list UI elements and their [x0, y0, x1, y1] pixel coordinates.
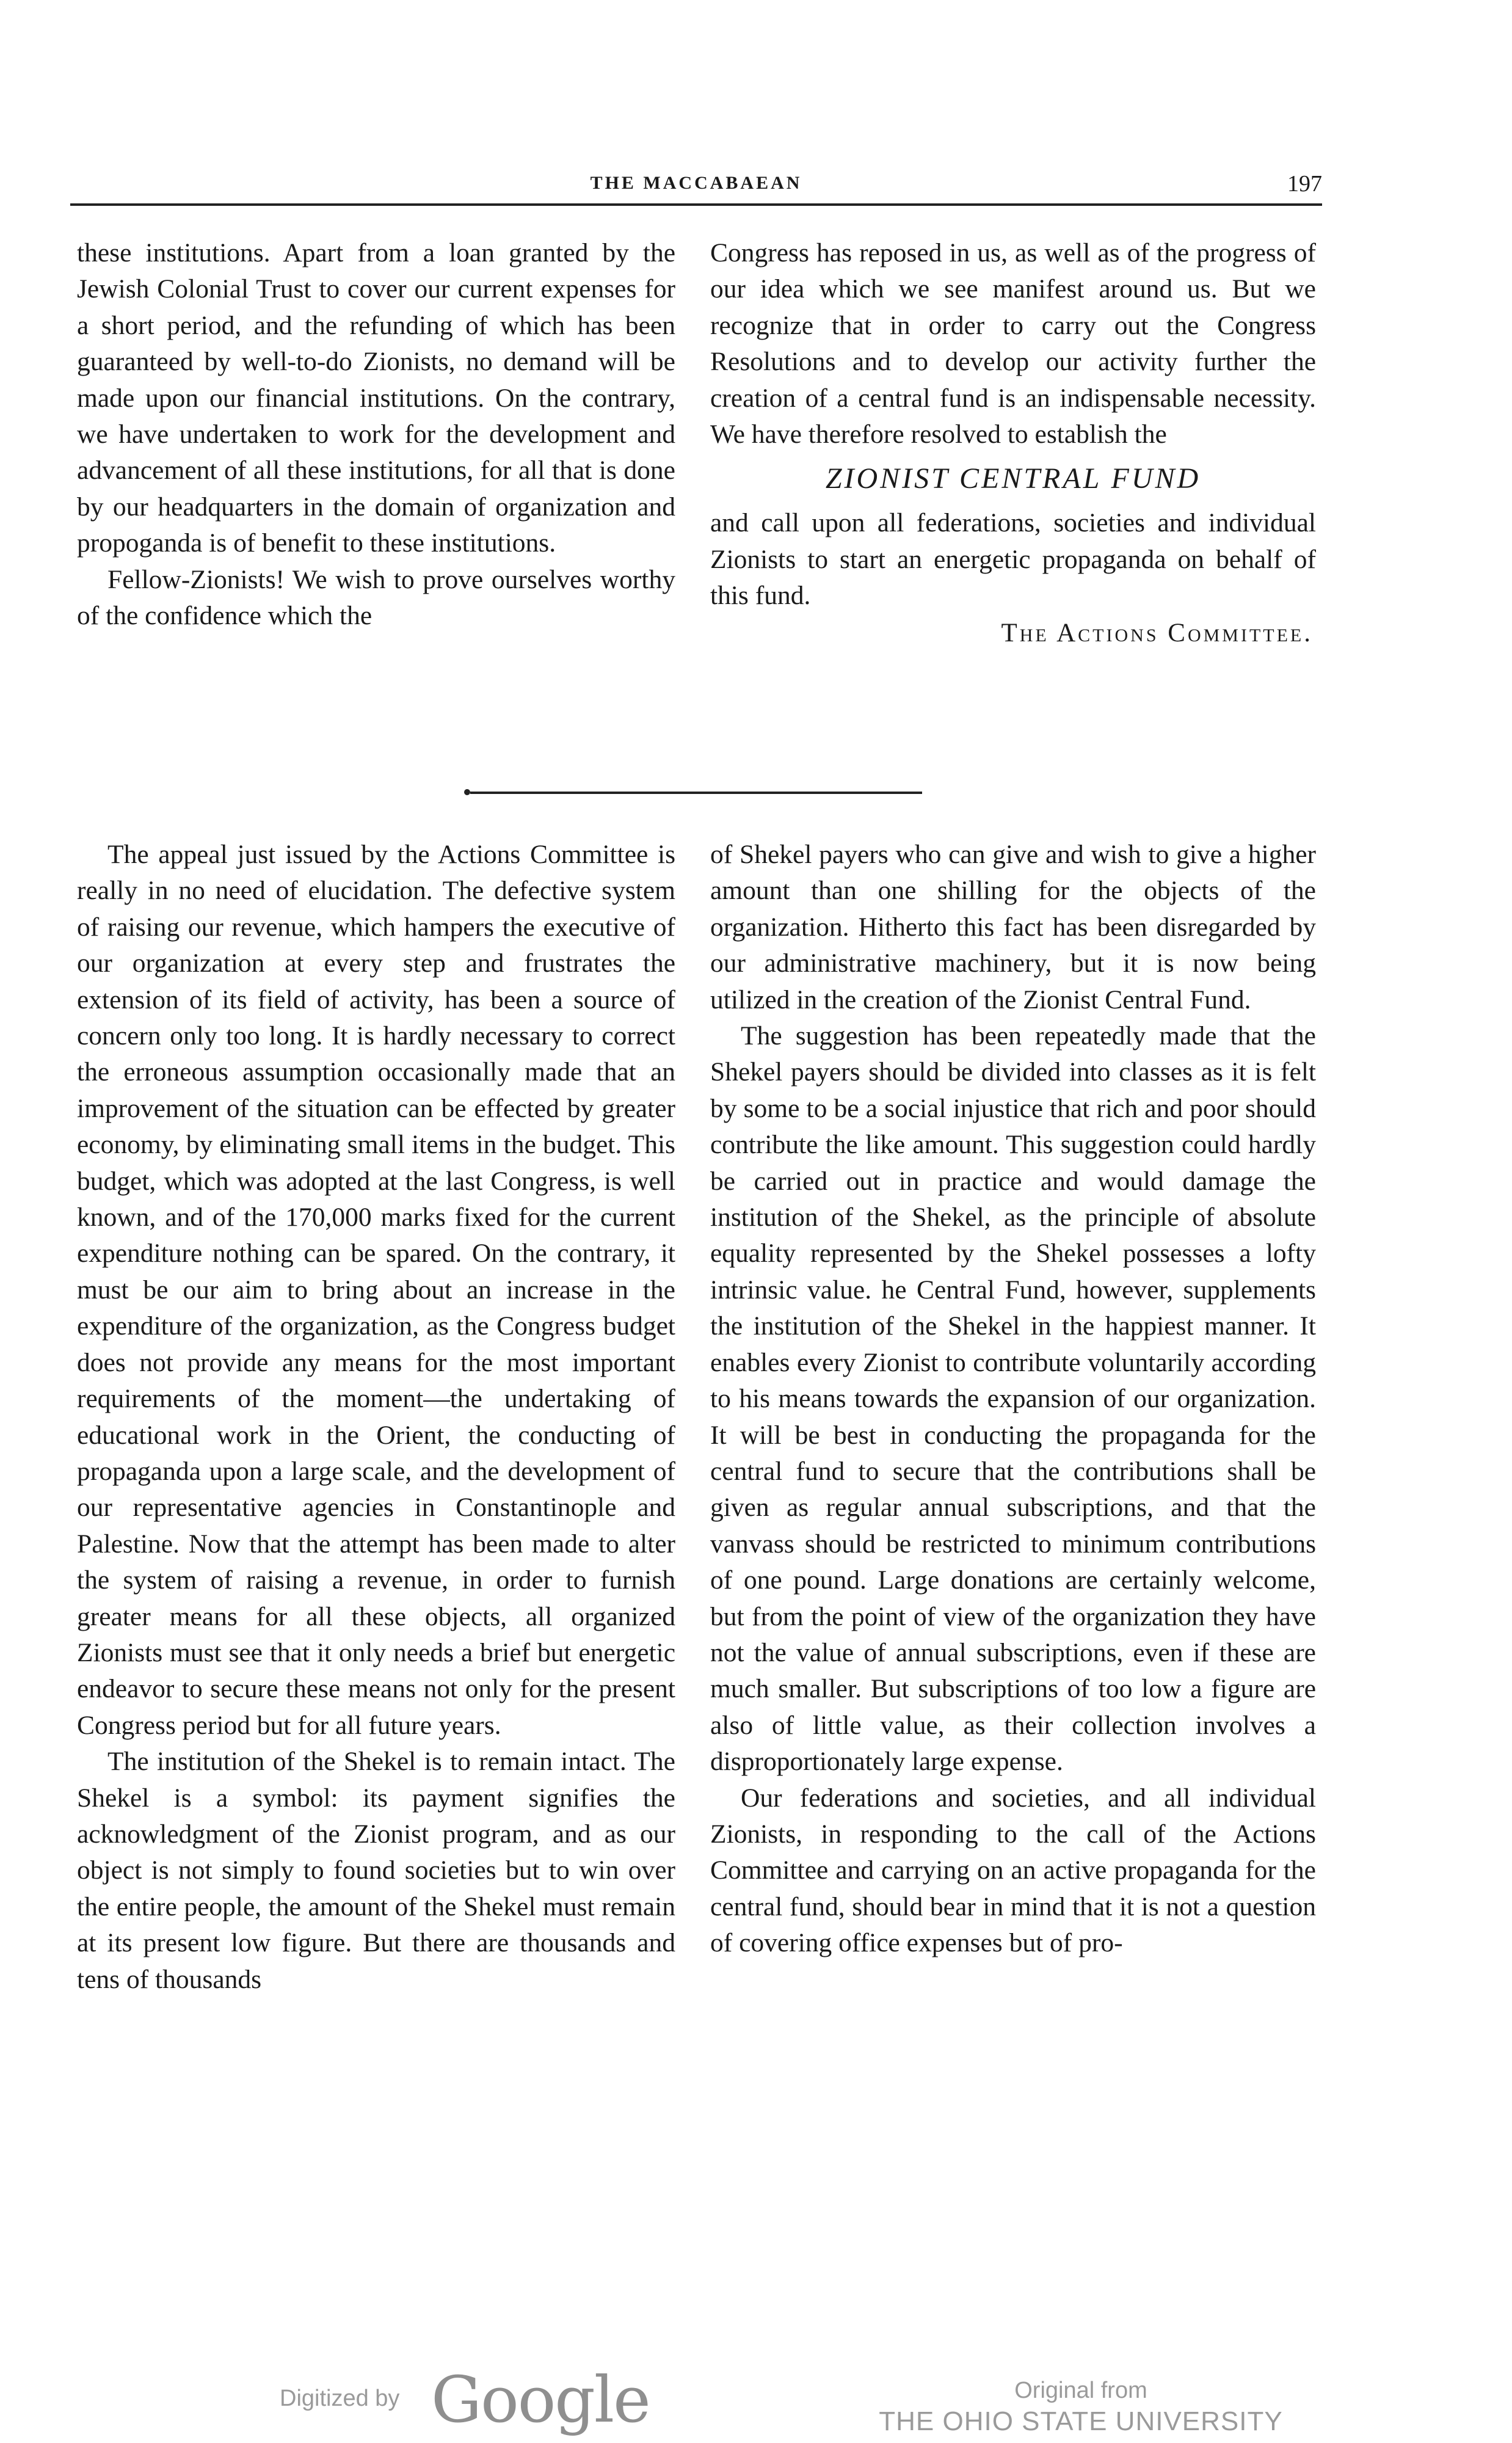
- bottom-right-column: [710, 837, 1316, 1962]
- journal-title: THE MACCABAEAN: [590, 173, 802, 193]
- top-left-column: [77, 235, 675, 634]
- original-from-label: Original from: [1014, 2378, 1147, 2403]
- divider-ornament: [464, 789, 470, 795]
- page-number: 197: [1287, 171, 1322, 197]
- top-right-column: [710, 235, 1316, 652]
- digitized-by-watermark: [280, 2362, 650, 2437]
- paragraph: Our federations and societies, and all individual Zionists, in responding to the call of the Actions Committee and carrying on an active propaganda for the central fund, should bear in mind that it is not a question of covering office expenses but of pro-: [710, 1783, 1316, 1958]
- google-logo: Google: [431, 2362, 650, 2437]
- paragraph: The appeal just issued by the Actions Committee is really in no need of elucidation. The defective system of raising our revenue, which hampers the executive of our organization at every step and frustrates the extension of its field of activity, has been a source of concern only too long. It is hardly necessary to correct the erroneous assumption occasionally made that an improvement of the situation can be effected by greater economy, by eliminating small items in the budget. This budget, which was adopted at the last Congress, is well known, and of the 170,000 marks fixed for the current expenditure nothing can be spared. On the contrary, it must be our aim to bring about an increase in the expenditure of the organization, as the Congress budget does not provide any means for the most important requirements of the moment—the undertaking of educational work in the Orient, the conducting of propaganda upon a large scale, and the development of our representative agencies in Constantinople and Palestine. Now that the attempt has been made to alter the system of raising a revenue, in order to furnish greater means for all these objects, all organized Zionists must see that it only needs a brief but energetic endeavor to secure these means not only for the present Congress period but for all future years.: [77, 840, 675, 1740]
- paragraph: of Shekel payers who can give and wish to give a higher amount than one shilling for the objects of the organization. Hitherto this fact has been disregarded by our administrative machinery, but it is now being utilized in the creation of the Zionist Central Fund.: [710, 840, 1316, 1014]
- paragraph: and call upon all federations, societies and individual Zionists to start an energetic propaganda on behalf of this fund.: [710, 508, 1316, 611]
- paragraph: The suggestion has been repeatedly made that the Shekel payers should be divided into classes as it is felt by some to be a social injustice that rich and poor should contribute the like amount. This suggestion could hardly be carried out in practice and would damage the institution of the Shekel, as the principle of absolute equality represented by the Shekel possesses a lofty intrinsic value. he Central Fund, however, supplements the institution of the Shekel in the happiest manner. It enables every Zionist to contribute voluntarily according to his means towards the expansion of our organization. It will be best in conducting the propaganda for the central fund to secure that the contributions shall be given as regular annual subscriptions, and that the vanvass should be restricted to minimum contributions of one pound. Large donations are certainly welcome, but from the point of view of the organization they have not the value of annual subscriptions, even if these are much smaller. But subscriptions of too low a figure are also of little value, as their collection involves a disproportionately large expense.: [710, 1021, 1316, 1777]
- section-divider: [470, 792, 922, 794]
- paragraph: Fellow-Zionists! We wish to prove ourselves worthy of the confidence which the: [77, 564, 675, 631]
- paragraph: Congress has reposed in us, as well as of the progress of our idea which we see manifest around us. But we recognize that in order to carry out the Congress Resolutions and to develop our activity further the creation of a central fund is an indispensable necessity. We have therefore resolved to establish the: [710, 238, 1316, 450]
- digitized-by-label: Digitized by: [280, 2386, 400, 2411]
- bottom-left-column: [77, 837, 675, 1998]
- running-header: [70, 173, 1322, 206]
- paragraph: these institutions. Apart from a loan granted by the Jewish Colonial Trust to cover our current expenses for a short period, and the refunding of which has been guaranteed by well-to-do Zionists, no demand will be made upon our financial institutions. On the contrary, we have undertaken to work for the development and advancement of all these institutions, for all that is done by our headquarters in the domain of organization and propoganda is of benefit to these institutions.: [77, 238, 675, 558]
- original-from-watermark: [873, 2376, 1288, 2438]
- paragraph: The institution of the Shekel is to remain intact. The Shekel is a symbol: its payment signifies the acknowledgment of the Zionist program, and as our object is not simply to found societies but to win over the entire people, the amount of the Shekel must remain at its present low figure. But there are thousands and tens of thousands: [77, 1747, 675, 1994]
- university-label: THE OHIO STATE UNIVERSITY: [879, 2406, 1283, 2436]
- fund-heading: ZIONIST CENTRAL FUND: [825, 462, 1201, 495]
- signature: The Actions Committee.: [1001, 618, 1313, 647]
